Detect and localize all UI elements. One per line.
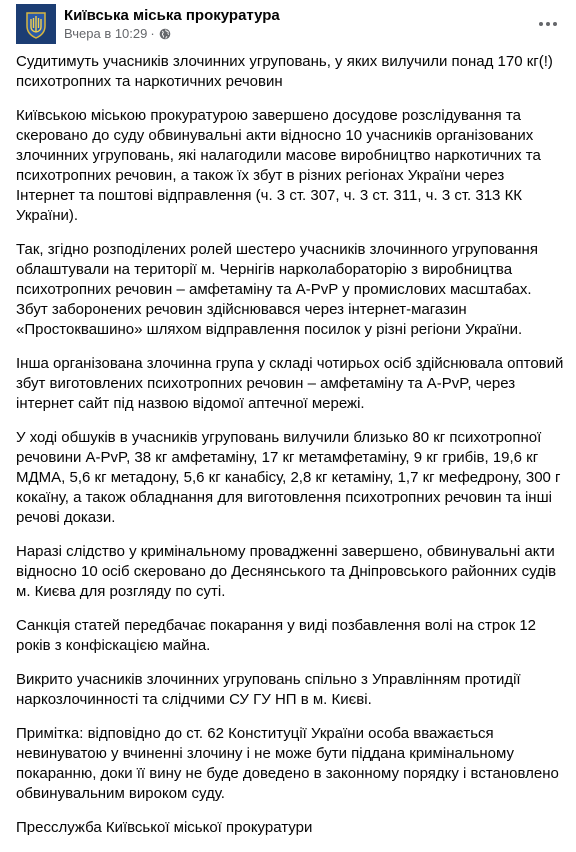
post-paragraph: Наразі слідство у кримінальному провадженні завершено, обвинувальні акти відносно 10 осіб скеровано до Деснянського та Дніпровського районних судів м. Києва для розгляду по суті. [16, 543, 557, 600]
page-avatar[interactable] [16, 4, 56, 44]
post-signature: Пресслужба Київської міської прокуратури [16, 819, 313, 836]
post-paragraph: Санкція статей передбачає покарання у виді позбавлення волі на строк 12 років з конфіскацією майна. [16, 617, 537, 654]
post-note: Примітка: відповідно до ст. 62 Конституції України особа вважається невинуватою у вчиненні злочину і не може бути піддана кримінальному покаранню, доки її вину не буде доведено в законному порядку і встановлено обвинувальним вироком суду. [16, 725, 559, 802]
post-paragraph: Інша організована злочинна група у складі чотирьох осіб здійснювала оптовий збут виготовлених психотропних речовин – амфетаміну та А-PvP, через інтернет сайт під назвою відомої аптечної мережі. [16, 355, 564, 412]
post-text [16, 52, 566, 852]
post-paragraph: Так, згідно розподілених ролей шестеро учасників злочинного угруповання облаштували на території м. Чернігів нарколабораторію з виробництва психотропних речовин – амфетаміну та А-PvP у промислових масштабах. Збут заборонених речовин здійснювався через інтернет-магазин «Простоквашино» шляхом відправлення посилок у різні регіони України. [16, 241, 538, 338]
meta-separator: · [150, 26, 155, 41]
post-headline: Судитимуть учасників злочинних угруповань, у яких вилучили понад 170 кг(!) психотропних та наркотичних речовин [16, 53, 553, 90]
post-paragraph: Викрито учасників злочинних угруповань спільно з Управлінням протидії наркозлочинності та слідчими СУ ГУ НП в м. Києві. [16, 671, 521, 708]
page-name-link[interactable]: Київська міська прокуратура [64, 7, 280, 24]
more-options-button[interactable] [532, 8, 564, 40]
post-timestamp[interactable]: Вчера в 10:29 [64, 26, 148, 41]
globe-icon[interactable] [159, 28, 171, 40]
post-paragraph: Київською міською прокуратурою завершено досудове розслідування та скеровано до суду обвинувальні акти відносно 10 учасників організованих злочинних угруповань, які налагодили масове виробництво наркотичних та психотропних речовин, а також їх збут в різних регіонах України через Інтернет та поштові відправлення (ч. 3 ст. 307, ч. 3 ст. 311, ч. 3 ст. 313 КК України). [16, 107, 541, 224]
post-header [0, 0, 576, 48]
coat-of-arms-icon [16, 4, 56, 44]
more-horizontal-icon [539, 22, 543, 26]
post-paragraph: У ході обшуків в учасників угруповань вилучили близько 80 кг психотропної речовини А-PvP, 38 кг амфетаміну, 17 кг метамфетаміну, 9 кг грибів, 19,6 кг МДМА, 5,6 кг метадону, 5,6 кг канабісу, 2,8 кг кетаміну, 1,7 кг мефедрону, 300 г кокаїну, а також обладнання для виготовлення психотропних речовин та інші речові докази. [16, 429, 561, 526]
post-meta [64, 26, 171, 42]
